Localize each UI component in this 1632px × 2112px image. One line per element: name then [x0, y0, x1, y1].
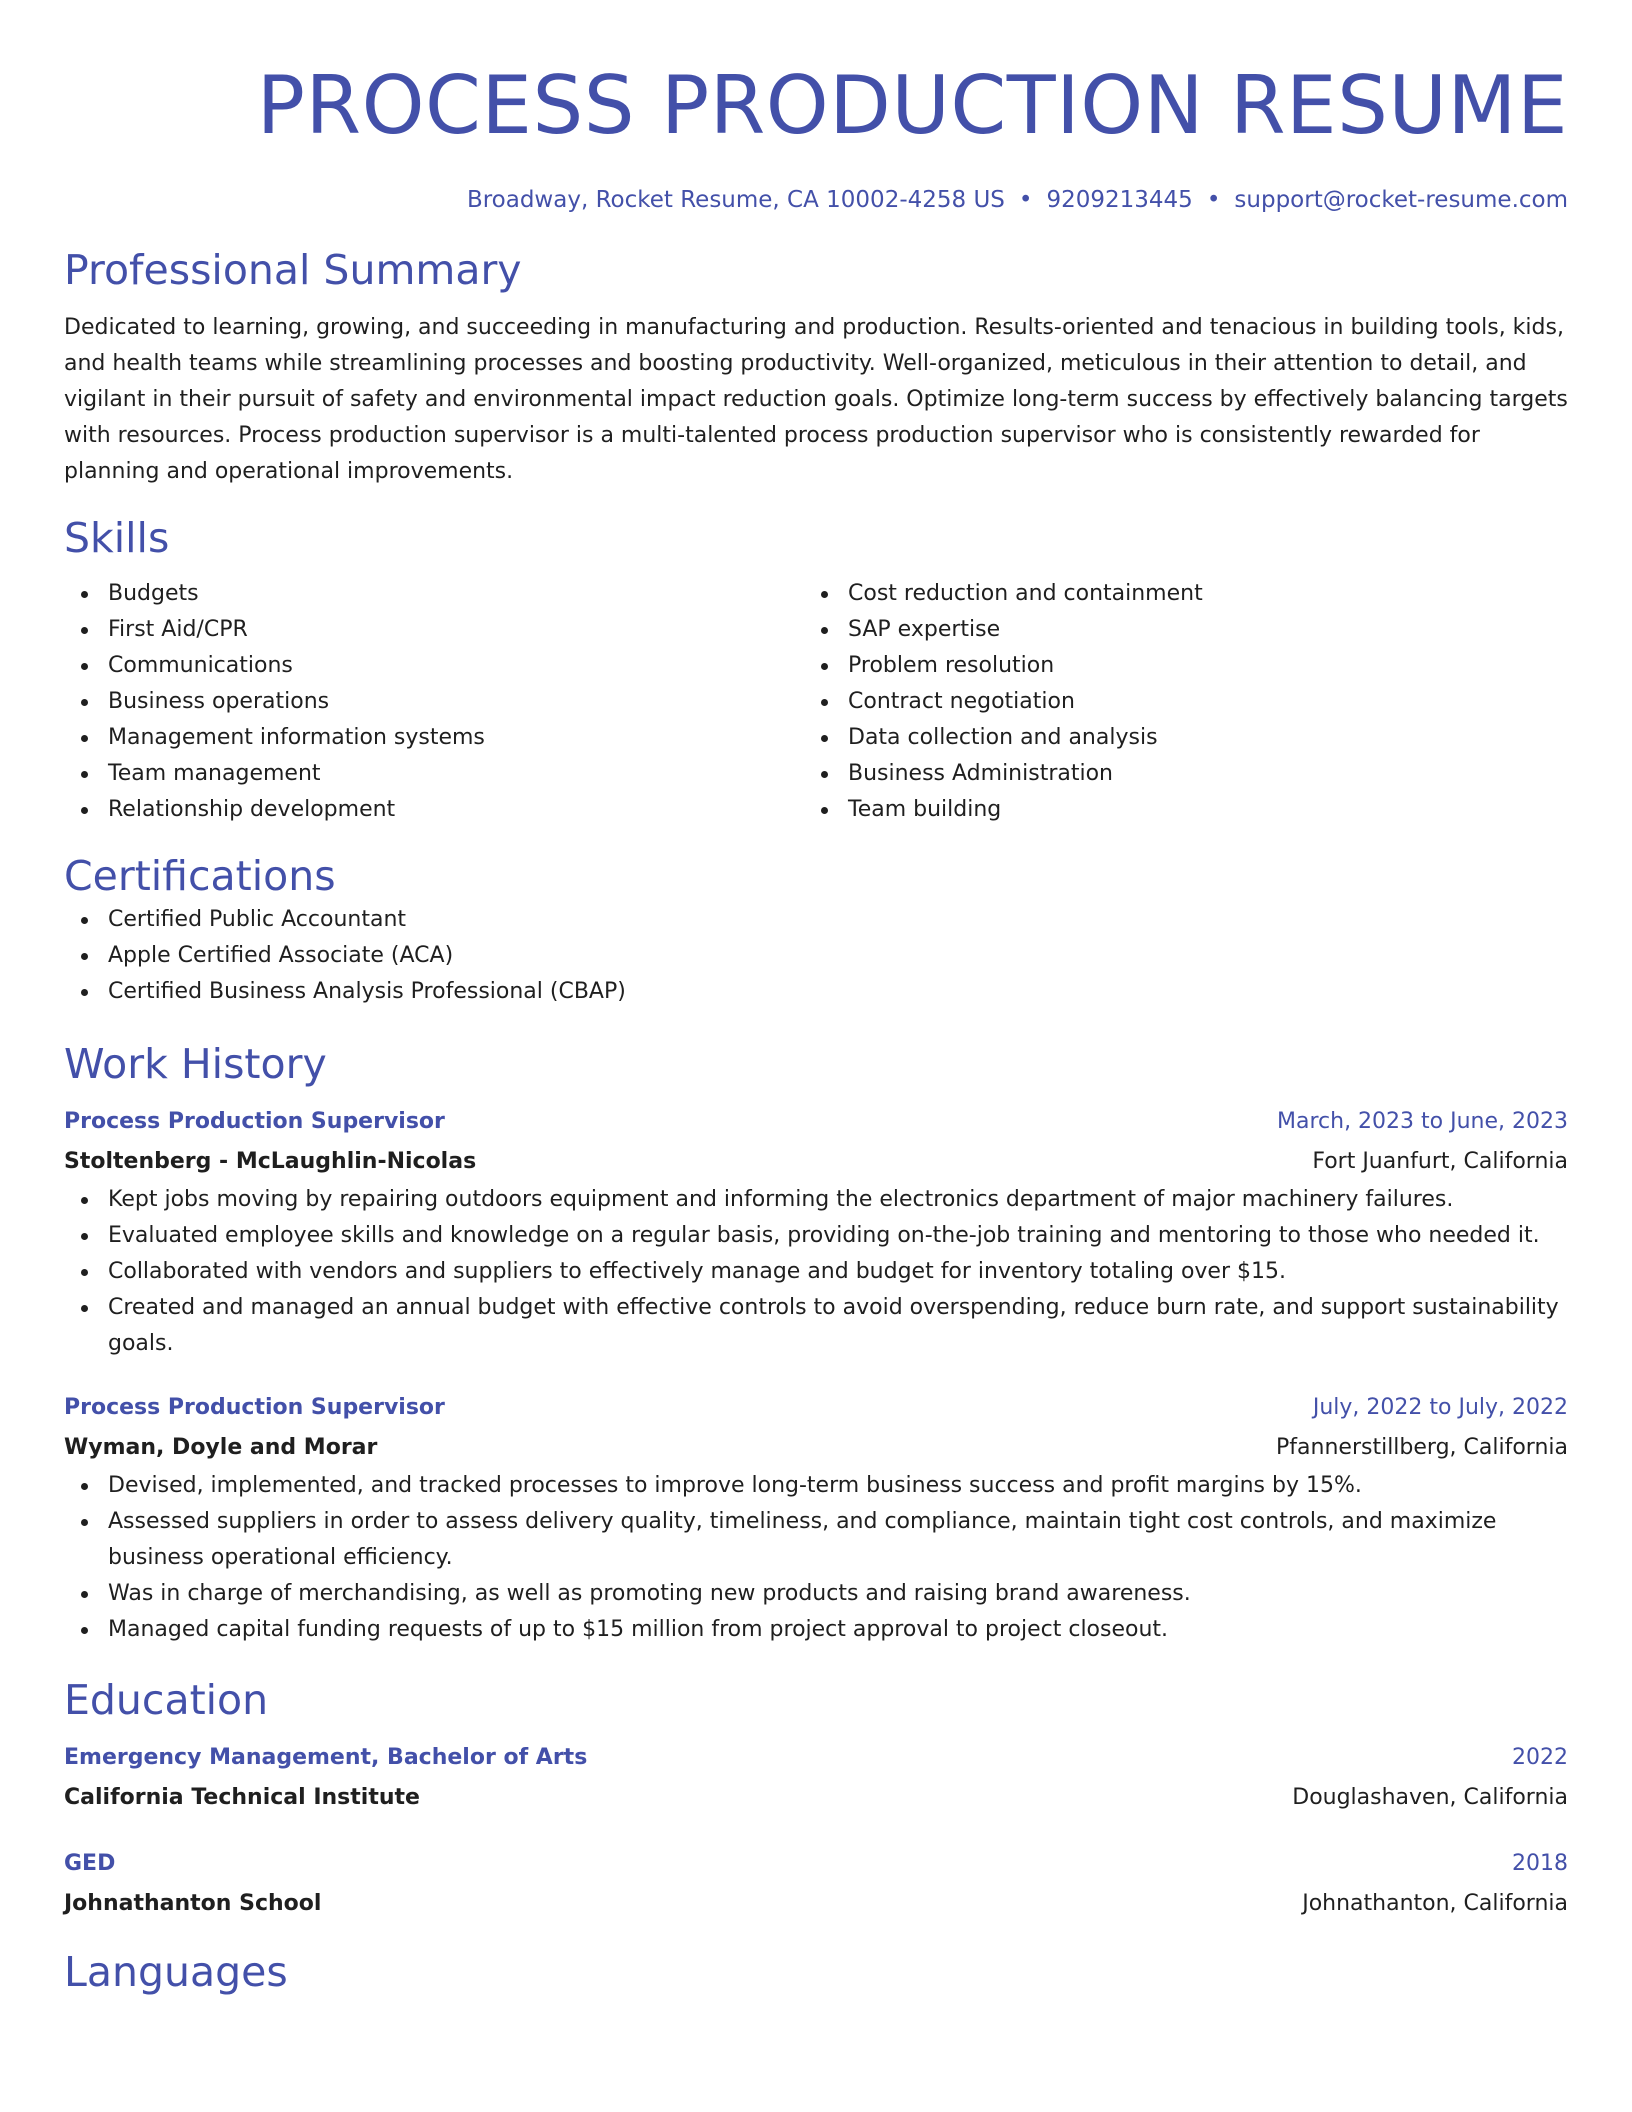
skills-section	[64, 512, 1568, 828]
job-company: Stoltenberg - McLaughlin-Nicolas	[64, 1149, 477, 1174]
job-bullets	[64, 1468, 1568, 1648]
education-location: Douglashaven, California	[1292, 1785, 1568, 1810]
job-bullets	[64, 1182, 1568, 1362]
certifications-heading: Certifications	[64, 852, 336, 900]
job-company-row	[64, 1142, 1568, 1182]
certification-item: Apple Certified Associate (ACA)	[64, 938, 1568, 974]
education-school: Johnathanton School	[64, 1891, 322, 1916]
job-title: Process Production Supervisor	[64, 1395, 445, 1420]
job-title-row	[64, 1388, 1568, 1428]
job-title-row	[64, 1102, 1568, 1142]
job-title: Process Production Supervisor	[64, 1109, 445, 1134]
education-school: California Technical Institute	[64, 1785, 420, 1810]
contact-line	[64, 184, 1568, 216]
education-degree: Emergency Management, Bachelor of Arts	[64, 1745, 588, 1770]
skill-item: Budgets	[64, 576, 804, 612]
education-year: 2018	[1512, 1851, 1568, 1876]
job-location: Pfannerstillberg, California	[1276, 1435, 1568, 1460]
contact-separator: •	[1206, 187, 1221, 213]
skill-item: Contract negotiation	[804, 684, 1544, 720]
job-company-row	[64, 1428, 1568, 1468]
skill-item: Problem resolution	[804, 648, 1544, 684]
resume-name: PROCESS PRODUCTION RESUME	[256, 59, 1568, 152]
job-location: Fort Juanfurt, California	[1312, 1149, 1568, 1174]
summary-text: Dedicated to learning, growing, and succeeding in manufacturing and production. Results-oriented and tenacious in building tools, kids, and health teams while streamlining processes and boosting productivity. Well-organized, meticulous in their attention to detail, and vigilant in their pursuit of safety and environmental impact reduction goals. Optimize long-term success by effectively balancing targets with resources. Process production supervisor is a multi-talented process production supervisor who is consistently rewarded for planning and operational improvements.	[64, 315, 1568, 484]
skill-item: Team management	[64, 756, 804, 792]
work-history-section	[64, 1038, 1568, 1648]
job-entry	[64, 1388, 1568, 1648]
skill-item: SAP expertise	[804, 612, 1544, 648]
education-degree: GED	[64, 1851, 116, 1876]
contact-phone: 9209213445	[1046, 187, 1193, 213]
education-school-row	[64, 1778, 1568, 1818]
education-section	[64, 1674, 1568, 1924]
skills-grid	[64, 576, 1568, 828]
skill-item: Communications	[64, 648, 804, 684]
job-dates: March, 2023 to June, 2023	[1277, 1109, 1568, 1134]
education-degree-row	[64, 1738, 1568, 1778]
languages-heading: Languages	[64, 1948, 288, 1996]
skill-item: Business operations	[64, 684, 804, 720]
education-entry	[64, 1738, 1568, 1818]
job-bullet: Was in charge of merchandising, as well as promoting new products and raising brand awareness.	[64, 1576, 1568, 1612]
certification-item: Certified Public Accountant	[64, 902, 1568, 938]
skill-item: Cost reduction and containment	[804, 576, 1544, 612]
certification-item: Certified Business Analysis Professional (CBAP)	[64, 974, 1568, 1010]
contact-separator: •	[1018, 187, 1033, 213]
job-bullet: Kept jobs moving by repairing outdoors equipment and informing the electronics department of major machinery failures.	[64, 1182, 1568, 1218]
skill-item: Relationship development	[64, 792, 804, 828]
contact-address: Broadway, Rocket Resume, CA 10002-4258 US	[466, 187, 1005, 213]
skill-item: First Aid/CPR	[64, 612, 804, 648]
skills-heading: Skills	[64, 514, 170, 562]
skill-item: Management information systems	[64, 720, 804, 756]
education-heading: Education	[64, 1676, 269, 1724]
summary-section	[64, 244, 1568, 490]
skill-item: Business Administration	[804, 756, 1544, 792]
job-company: Wyman, Doyle and Morar	[64, 1435, 378, 1460]
education-school-row	[64, 1884, 1568, 1924]
work-history-heading: Work History	[64, 1040, 327, 1088]
skills-left-column	[64, 576, 804, 828]
job-bullet: Evaluated employee skills and knowledge on a regular basis, providing on-the-job training and mentoring to those who needed it.	[64, 1218, 1568, 1254]
job-bullet: Assessed suppliers in order to assess delivery quality, timeliness, and compliance, maintain tight cost controls, and maximize business operational efficiency.	[64, 1504, 1568, 1576]
certifications-section	[64, 850, 1568, 1010]
education-degree-row	[64, 1844, 1568, 1884]
education-year: 2022	[1512, 1745, 1568, 1770]
certifications-list	[64, 902, 1568, 1010]
languages-section	[64, 1946, 1568, 1998]
education-entry	[64, 1844, 1568, 1924]
job-entry	[64, 1102, 1568, 1362]
education-location: Johnathanton, California	[1302, 1891, 1568, 1916]
skill-item: Data collection and analysis	[804, 720, 1544, 756]
job-bullet: Managed capital funding requests of up to $15 million from project approval to project closeout.	[64, 1612, 1568, 1648]
skill-item: Team building	[804, 792, 1544, 828]
job-dates: July, 2022 to July, 2022	[1312, 1395, 1568, 1420]
job-bullet: Devised, implemented, and tracked processes to improve long-term business success and profit margins by 15%.	[64, 1468, 1568, 1504]
job-bullet: Collaborated with vendors and suppliers to effectively manage and budget for inventory totaling over $15.	[64, 1254, 1568, 1290]
skills-right-column	[804, 576, 1544, 828]
resume-header	[64, 50, 1568, 216]
contact-email[interactable]: support@rocket-resume.com	[1234, 187, 1568, 213]
summary-heading: Professional Summary	[64, 246, 522, 294]
job-bullet: Created and managed an annual budget with effective controls to avoid overspending, reduce burn rate, and support sustainability goals.	[64, 1290, 1568, 1362]
